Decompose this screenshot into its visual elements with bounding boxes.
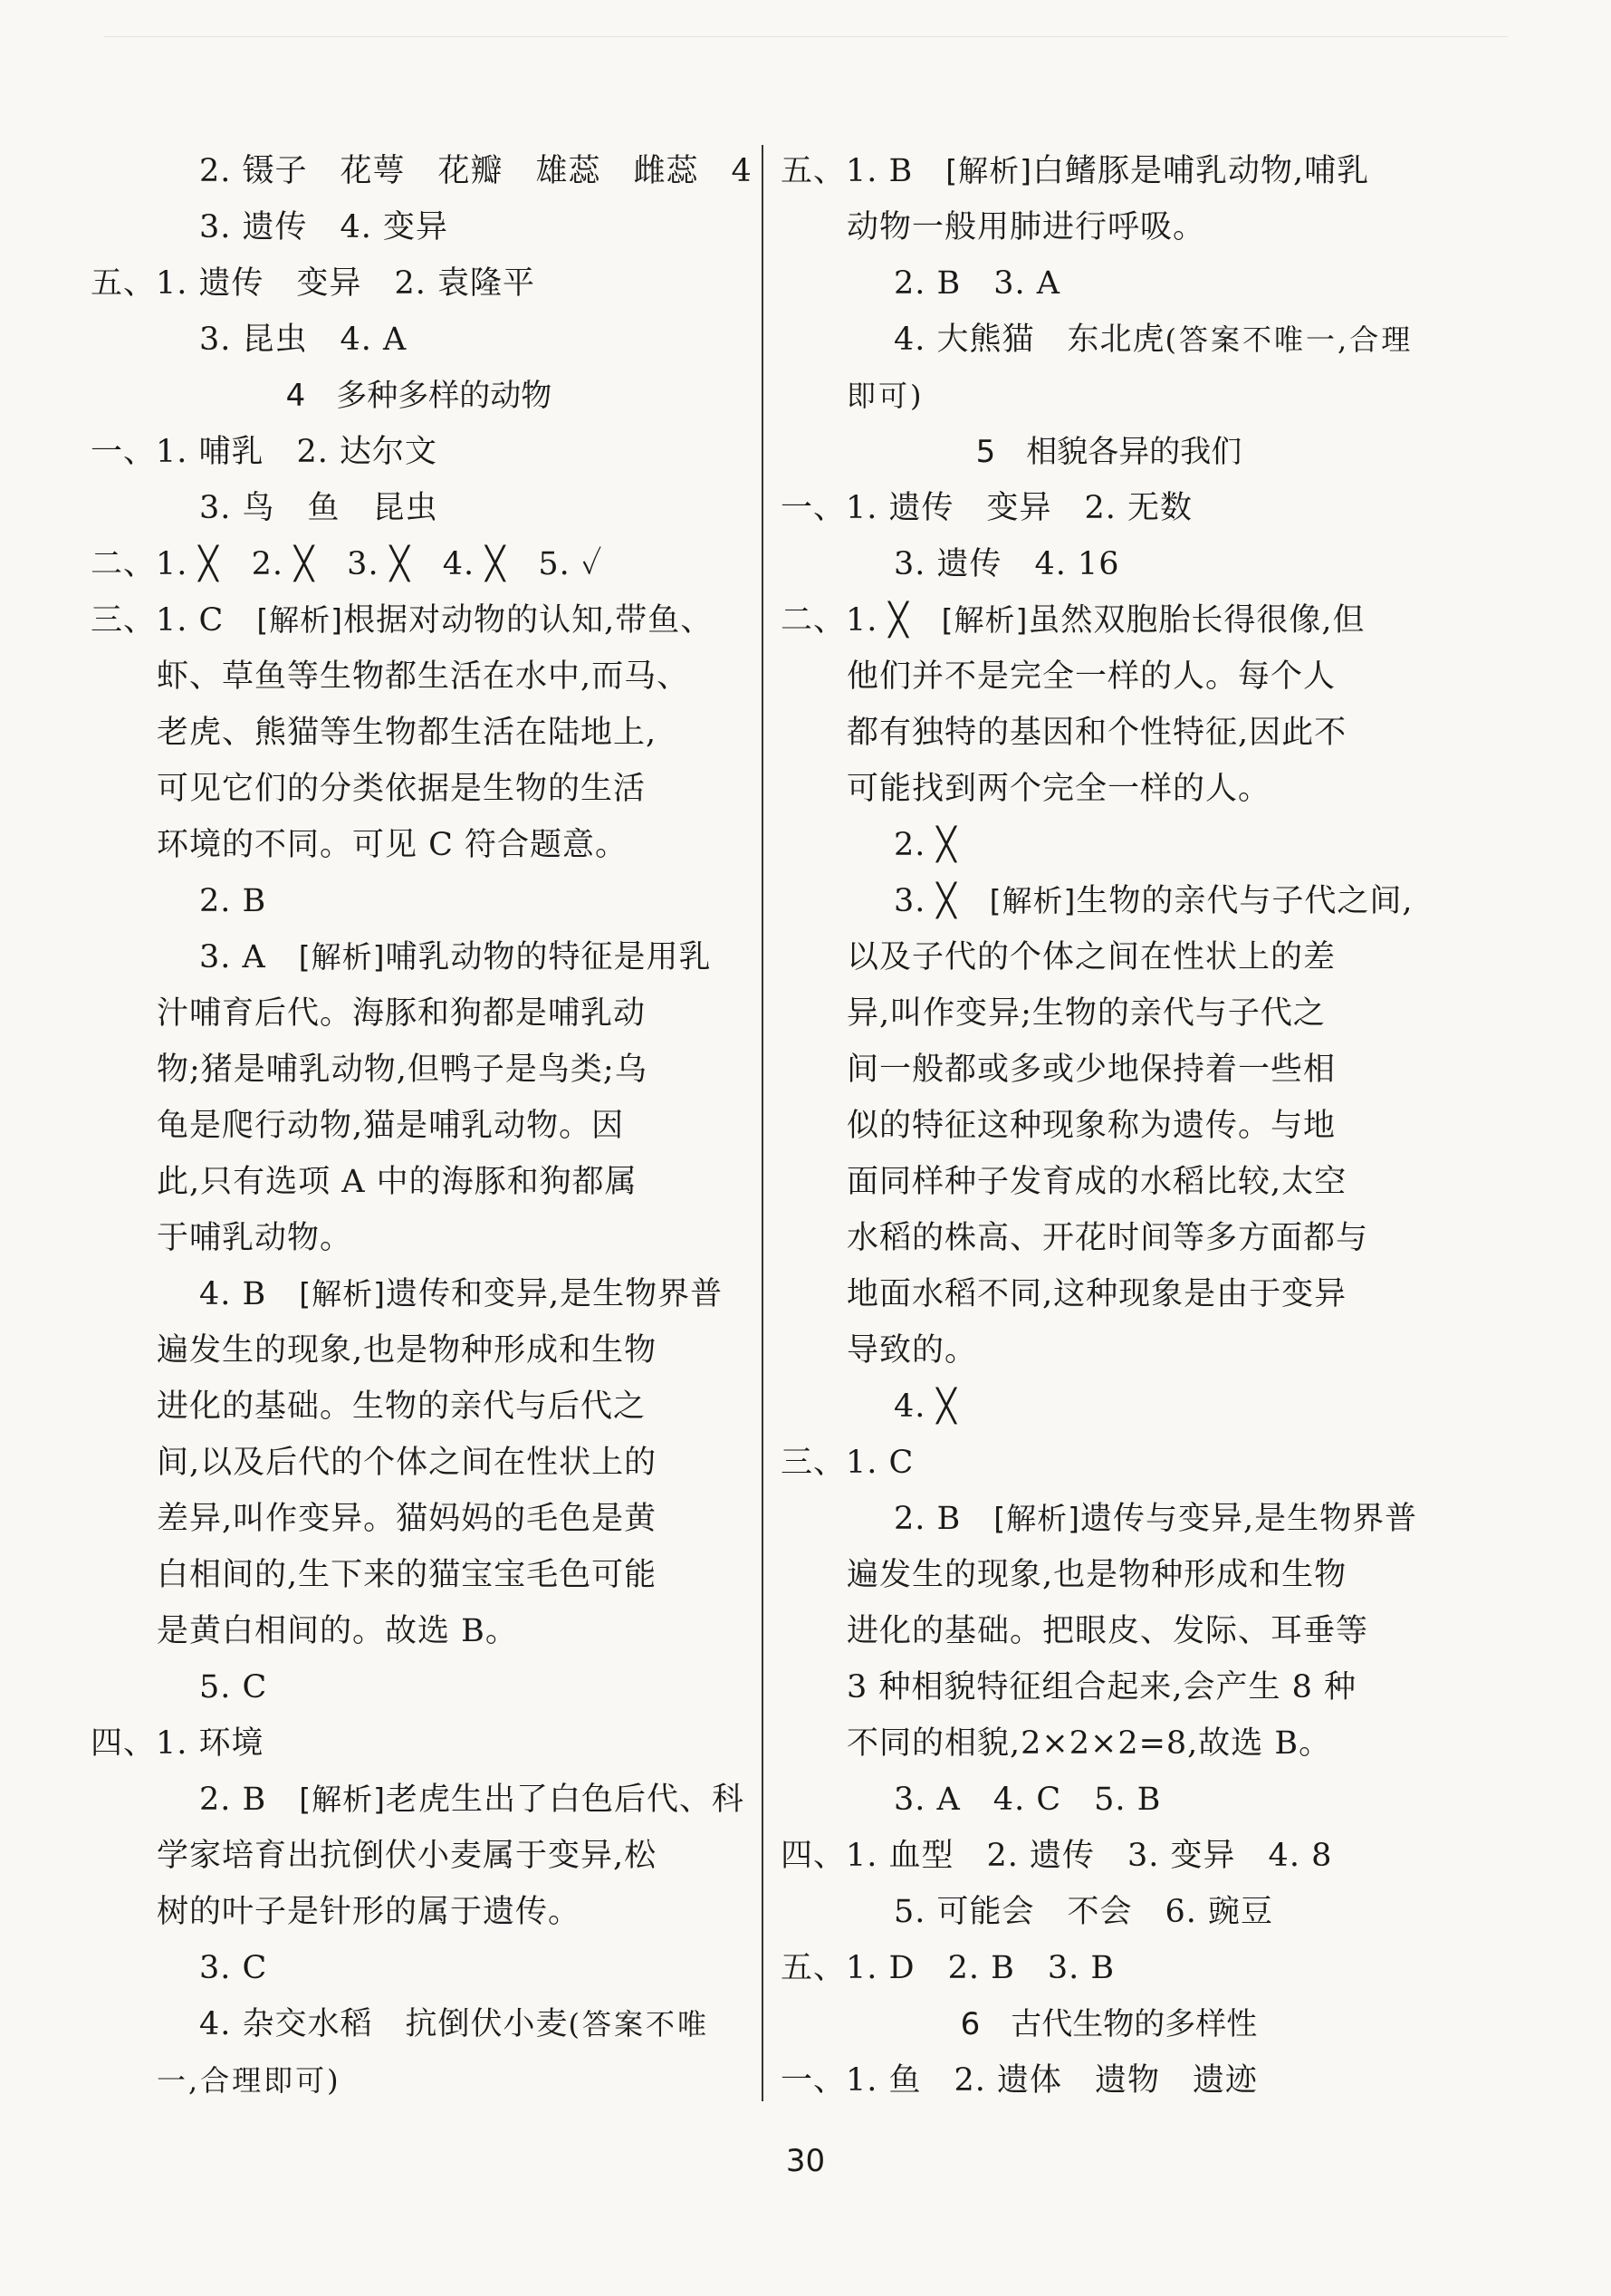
answer-line bbox=[91, 1435, 747, 1491]
answer-text: 似的特征这种现象称为遗传。与地 bbox=[847, 1108, 1337, 1144]
answer-text: 虾、草鱼等生物都生活在水中,而马、 bbox=[157, 658, 690, 695]
section-heading: 4 多种多样的动物 bbox=[285, 378, 552, 414]
answer-text: 遍发生的现象,也是物种形成和生物 bbox=[157, 1332, 657, 1369]
answer-text: 4. 大熊猫 东北虎 bbox=[894, 322, 1165, 358]
answer-line bbox=[91, 1603, 747, 1659]
answer-text: 汁哺育后代。海豚和狗都是哺乳动 bbox=[157, 995, 647, 1032]
answer-text: 一、1. 鱼 2. 遗体 遗物 遗迹 bbox=[781, 2062, 1259, 2099]
answer-text: 遍发生的现象,也是物种形成和生物 bbox=[847, 1557, 1347, 1593]
answer-line bbox=[91, 1322, 747, 1379]
answer-line bbox=[781, 1884, 1437, 1940]
answer-text: 地面水稻不同,这种现象是由于变异 bbox=[847, 1276, 1347, 1312]
answer-label: 五、1. B bbox=[781, 153, 946, 189]
answer-text: 白相间的,生下来的猫宝宝毛色可能 bbox=[157, 1557, 657, 1593]
answer-line bbox=[91, 1772, 747, 1828]
analysis-tag: [解析] bbox=[298, 939, 386, 975]
answer-line bbox=[781, 648, 1437, 705]
answer-text: 遗传与变异,是生物界普 bbox=[1080, 1501, 1418, 1537]
answer-text: 树的叶子是针形的属于遗传。 bbox=[157, 1894, 581, 1930]
answer-text: 虽然双胞胎长得很像,但 bbox=[1028, 602, 1366, 639]
answer-line bbox=[91, 761, 747, 817]
answer-text: 4. ╳ bbox=[894, 1388, 957, 1425]
answer-label: 三、1. C bbox=[91, 602, 257, 639]
answer-line bbox=[781, 761, 1437, 817]
answer-text: 根据对动物的认知,带鱼、 bbox=[343, 602, 714, 639]
answer-text: 进化的基础。生物的亲代与后代之 bbox=[157, 1388, 647, 1425]
answer-text: 进化的基础。把眼皮、发际、耳垂等 bbox=[847, 1613, 1369, 1649]
answer-label: 3. ╳ bbox=[894, 883, 990, 919]
answer-text: 3. A 4. C 5. B bbox=[894, 1782, 1162, 1818]
answer-text: 三、1. C bbox=[781, 1445, 915, 1481]
answer-text: 3. C bbox=[199, 1950, 268, 1986]
right-column bbox=[781, 143, 1437, 2109]
answer-note: (答案不唯 bbox=[568, 2007, 710, 2041]
answer-text: 不同的相貌,2×2×2=8,故选 B。 bbox=[847, 1725, 1332, 1762]
answer-line bbox=[91, 480, 747, 536]
answer-text: 生物的亲代与子代之间, bbox=[1076, 883, 1414, 919]
column-divider bbox=[762, 145, 763, 2101]
answer-text: 一,合理即可) bbox=[157, 2063, 341, 2098]
answer-line bbox=[91, 985, 747, 1042]
answer-line bbox=[781, 199, 1437, 255]
answer-line bbox=[781, 705, 1437, 761]
answer-line bbox=[781, 1603, 1437, 1659]
answer-line bbox=[91, 1828, 747, 1884]
answer-text: 面同样种子发育成的水稻比较,太空 bbox=[847, 1164, 1347, 1200]
analysis-tag: [解析] bbox=[299, 1276, 386, 1311]
answer-text: 导致的。 bbox=[847, 1332, 978, 1369]
answer-line bbox=[781, 1828, 1437, 1884]
answer-line bbox=[91, 1266, 747, 1322]
answer-label: 4. B bbox=[199, 1276, 300, 1312]
answer-line bbox=[781, 1042, 1437, 1098]
answer-line bbox=[91, 1210, 747, 1266]
answer-line bbox=[91, 705, 747, 761]
answer-line bbox=[781, 1379, 1437, 1435]
answer-text: 此,只有选项 A 中的海豚和狗都属 bbox=[157, 1164, 638, 1200]
page-edge-line bbox=[104, 36, 1508, 37]
answer-text: 2. ╳ bbox=[894, 827, 957, 863]
answer-text: 可能找到两个完全一样的人。 bbox=[847, 771, 1271, 807]
answer-line bbox=[781, 1266, 1437, 1322]
answer-line bbox=[781, 1154, 1437, 1210]
analysis-tag: [解析] bbox=[299, 1782, 386, 1817]
answer-text: 哺乳动物的特征是用乳 bbox=[385, 939, 712, 975]
answer-text: 物;猪是哺乳动物,但鸭子是鸟类;乌 bbox=[157, 1052, 647, 1088]
answer-label: 2. B bbox=[894, 1501, 994, 1537]
answer-line bbox=[781, 1435, 1437, 1491]
answer-line bbox=[781, 368, 1437, 424]
answer-text: 五、1. D 2. B 3. B bbox=[781, 1950, 1116, 1986]
answer-text: 老虎生出了白色后代、科 bbox=[386, 1782, 745, 1818]
answer-line bbox=[91, 817, 747, 873]
answer-text: 老虎、熊猫等生物都生活在陆地上, bbox=[157, 715, 657, 751]
answer-text: 四、1. 环境 bbox=[91, 1725, 264, 1762]
answer-line bbox=[781, 1547, 1437, 1603]
answer-line bbox=[781, 480, 1437, 536]
answer-text: 四、1. 血型 2. 遗传 3. 变异 4. 8 bbox=[781, 1838, 1333, 1874]
answer-line bbox=[781, 143, 1437, 199]
answer-line bbox=[91, 1547, 747, 1603]
answer-line bbox=[781, 929, 1437, 985]
answer-text: 水稻的株高、开花时间等多方面都与 bbox=[847, 1220, 1369, 1256]
answer-line bbox=[91, 536, 747, 592]
answer-text: 于哺乳动物。 bbox=[157, 1220, 353, 1256]
answer-label: 2. B bbox=[199, 1782, 300, 1818]
answer-line bbox=[781, 1322, 1437, 1379]
answer-text: 异,叫作变异;生物的亲代与子代之 bbox=[847, 995, 1326, 1032]
answer-line bbox=[91, 255, 747, 312]
answer-line bbox=[91, 1940, 747, 1996]
answer-line bbox=[781, 1772, 1437, 1828]
answer-text: 差异,叫作变异。猫妈妈的毛色是黄 bbox=[157, 1501, 657, 1537]
answer-label: 3. A bbox=[199, 939, 299, 975]
analysis-tag: [解析] bbox=[945, 153, 1032, 188]
answer-line bbox=[91, 1042, 747, 1098]
answer-line bbox=[91, 143, 753, 199]
answer-line bbox=[91, 1098, 747, 1154]
answer-line bbox=[781, 536, 1437, 592]
answer-text: 2. 镊子 花萼 花瓣 雄蕊 雌蕊 4 bbox=[199, 153, 753, 189]
answer-text: 龟是爬行动物,猫是哺乳动物。因 bbox=[157, 1108, 625, 1144]
answer-text: 他们并不是完全一样的人。每个人 bbox=[847, 658, 1337, 695]
answer-line bbox=[91, 929, 747, 985]
answer-text: 4. 杂交水稻 抗倒伏小麦 bbox=[199, 2006, 569, 2042]
answer-text: 是黄白相间的。故选 B。 bbox=[157, 1613, 518, 1649]
answer-text: 一、1. 哺乳 2. 达尔文 bbox=[91, 434, 438, 470]
answer-text: 3. 遗传 4. 变异 bbox=[199, 209, 449, 245]
analysis-tag: [解析] bbox=[941, 602, 1029, 638]
answer-line bbox=[91, 1491, 747, 1547]
answer-line bbox=[781, 817, 1437, 873]
answer-text: 3 种相貌特征组合起来,会产生 8 种 bbox=[847, 1669, 1357, 1705]
answer-text: 遗传和变异,是生物界普 bbox=[386, 1276, 724, 1312]
answer-text: 可见它们的分类依据是生物的生活 bbox=[157, 771, 647, 807]
answer-line bbox=[781, 255, 1437, 312]
answer-text: 都有独特的基因和个性特征,因此不 bbox=[847, 715, 1347, 751]
analysis-tag: [解析] bbox=[989, 883, 1077, 918]
answer-text: 学家培育出抗倒伏小麦属于变异,松 bbox=[157, 1838, 657, 1874]
answer-line bbox=[781, 873, 1437, 929]
answer-line bbox=[91, 424, 747, 480]
answer-text: 2. B bbox=[199, 883, 267, 919]
answer-text: 间,以及后代的个体之间在性状上的 bbox=[157, 1445, 657, 1481]
answer-text: 以及子代的个体之间在性状上的差 bbox=[847, 939, 1337, 975]
answer-line bbox=[781, 1491, 1437, 1547]
answer-line bbox=[781, 1210, 1437, 1266]
answer-text: 五、1. 遗传 变异 2. 袁隆平 bbox=[91, 265, 536, 302]
answer-text: 即可) bbox=[847, 379, 925, 413]
analysis-tag: [解析] bbox=[993, 1501, 1080, 1536]
answer-label: 二、1. ╳ bbox=[781, 602, 942, 639]
answer-line bbox=[91, 1884, 747, 1940]
answer-text: 5. C bbox=[199, 1669, 268, 1705]
answer-line bbox=[781, 1715, 1437, 1772]
answer-line bbox=[91, 1996, 747, 2052]
answer-line bbox=[91, 648, 747, 705]
answer-line bbox=[91, 1379, 747, 1435]
analysis-tag: [解析] bbox=[256, 602, 344, 638]
answer-text: 3. 鸟 鱼 昆虫 bbox=[199, 490, 438, 526]
answer-text: 3. 遗传 4. 16 bbox=[894, 546, 1120, 582]
answer-line bbox=[781, 2052, 1437, 2109]
answer-text: 3. 昆虫 4. A bbox=[199, 322, 408, 358]
answer-text: 环境的不同。可见 C 符合题意。 bbox=[157, 827, 628, 863]
answer-line bbox=[781, 985, 1437, 1042]
answer-line bbox=[781, 592, 1437, 648]
answer-text: 间一般都或多或少地保持着一些相 bbox=[847, 1052, 1337, 1088]
answer-line bbox=[781, 312, 1437, 368]
answer-line bbox=[91, 199, 747, 255]
answer-line bbox=[91, 312, 747, 368]
section-heading: 6 古代生物的多样性 bbox=[960, 2006, 1258, 2042]
answer-line bbox=[91, 2052, 747, 2109]
answer-text: 5. 可能会 不会 6. 豌豆 bbox=[894, 1894, 1274, 1930]
answer-text: 2. B 3. A bbox=[894, 265, 1061, 302]
left-column bbox=[91, 143, 753, 2109]
answer-line bbox=[781, 1659, 1437, 1715]
answer-text: 二、1. ╳ 2. ╳ 3. ╳ 4. ╳ 5. ✓ bbox=[91, 546, 603, 582]
section-heading: 5 相貌各异的我们 bbox=[975, 434, 1242, 470]
answer-line bbox=[91, 1715, 747, 1772]
answer-text: 动物一般用肺进行呼吸。 bbox=[847, 209, 1206, 245]
answer-note: (答案不唯一,合理 bbox=[1165, 322, 1414, 357]
answer-line bbox=[781, 1098, 1437, 1154]
answer-line bbox=[91, 873, 747, 929]
answer-line bbox=[781, 1940, 1437, 1996]
answer-line bbox=[91, 1659, 747, 1715]
answer-text: 白鳍豚是哺乳动物,哺乳 bbox=[1032, 153, 1370, 189]
answer-line bbox=[91, 592, 747, 648]
page-number: 30 bbox=[785, 2143, 826, 2179]
answer-text: 一、1. 遗传 变异 2. 无数 bbox=[781, 490, 1194, 526]
answer-line bbox=[91, 1154, 747, 1210]
